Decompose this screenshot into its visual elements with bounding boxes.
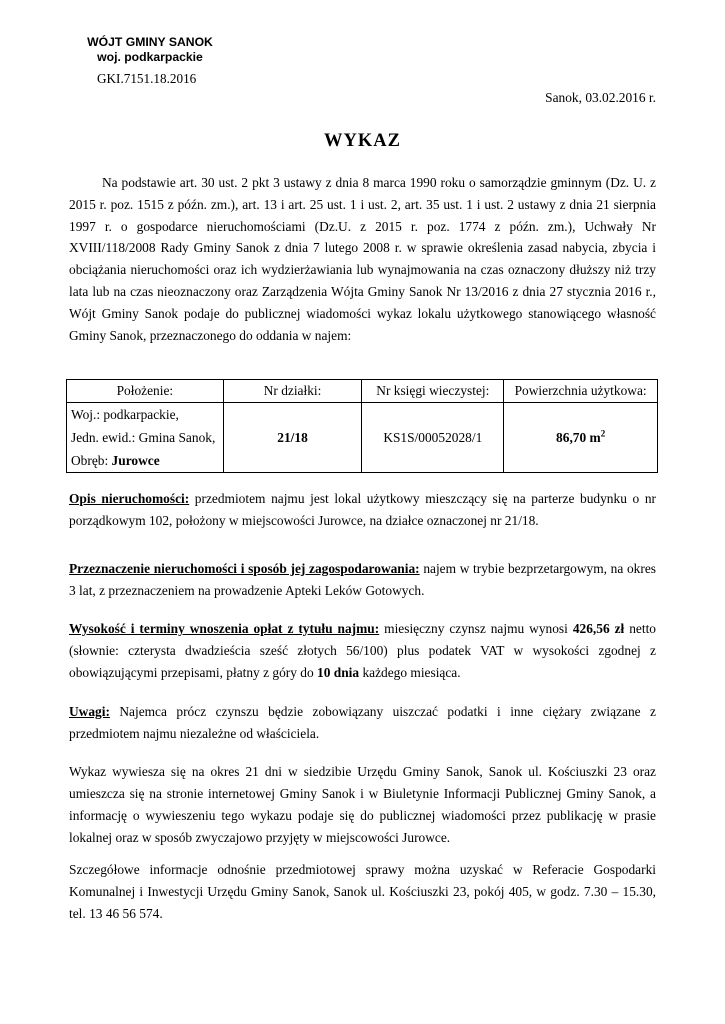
fees-text-before: miesięczny czynsz najmu wynosi xyxy=(379,621,573,636)
header-plot-number: Nr działki: xyxy=(223,380,362,403)
posting-paragraph: Wykaz wywiesza się na okres 21 dni w siedzibie Urzędu Gminy Sanok, Sanok ul. Kościuszki 23 oraz umieszcza się na stronie internetowej Gminy Sanok i w Biuletynie Informacji Publicznej Gminy Sanok, a informację o wywieszeniu tego wykazu podaje się do publicznej wiadomości przez publikację w prasie lokalnej oraz w sposób zwyczajowo przyjęty w miejscowości Jurowce. xyxy=(69,764,656,845)
remarks-label: Uwagi: xyxy=(69,704,110,719)
cell-location xyxy=(67,403,224,473)
issuer-name: WÓJT GMINY SANOK xyxy=(87,35,213,49)
location-precinct-label: Obręb: xyxy=(71,453,109,468)
table-row xyxy=(67,403,658,473)
cell-plot-number: 21/18 xyxy=(223,403,362,473)
fees-amount: 426,56 zł xyxy=(572,621,625,636)
fees-label: Wysokość i terminy wnoszenia opłat z tytułu najmu: xyxy=(69,621,380,636)
cell-land-register: KS1S/00052028/1 xyxy=(362,403,504,473)
purpose-label: Przeznaczenie nieruchomości i sposób jej zagospodarowania: xyxy=(69,561,420,576)
location-unit: Jedn. ewid.: Gmina Sanok, xyxy=(71,430,216,445)
case-signature: GKI.7151.18.2016 xyxy=(97,71,197,86)
contact-paragraph: Szczegółowe informacje odnośnie przedmiotowej sprawy można uzyskać w Referacie Gospodarki Komunalnej i Inwestycji Urzędu Gminy Sanok, Sanok ul. Kościuszki 23, pokój 405, w godz. 7.30 – 15.30, tel. 13 46 56 574. xyxy=(69,862,656,921)
purpose-text: najem w trybie bezprzetargowym, na okres 3 lat, z przeznaczeniem na prowadzenie Apteki Leków Gotowych. xyxy=(69,561,656,598)
header-area: Powierzchnia użytkowa: xyxy=(504,380,658,403)
cell-area xyxy=(504,403,658,473)
document-title: WYKAZ xyxy=(324,131,401,151)
location-precinct: Jurowce xyxy=(111,453,160,468)
remarks-paragraph xyxy=(69,701,656,745)
area-exponent: 2 xyxy=(600,428,606,439)
header-land-register: Nr księgi wieczystej: xyxy=(362,380,504,403)
remarks-text: Najemca prócz czynszu będzie zobowiązany uiszczać podatki i inne ciężary związane z przedmiotem najmu niezależne od właściciela. xyxy=(69,704,656,741)
fees-paragraph xyxy=(69,618,656,684)
area-value: 86,70 m xyxy=(556,429,601,445)
document-date: Sanok, 03.02.2016 r. xyxy=(545,90,656,105)
description-text: przedmiotem najmu jest lokal użytkowy mieszczący się na parterze budynku o nr porządkowym 102, położony w miejscowości Jurowce, na działce oznaczonej nr 21/18. xyxy=(69,491,656,528)
header-location: Położenie: xyxy=(67,380,224,403)
description-label: Opis nieruchomości: xyxy=(69,491,190,506)
purpose-paragraph xyxy=(69,558,656,602)
property-table xyxy=(66,379,658,473)
fees-text-middle: netto (słownie: czterysta dwadzieścia sześć złotych 56/100) plus podatek VAT w wysokości zgodnej z obowiązującymi przepisami, płatny z góry do xyxy=(69,621,656,680)
issuer-header xyxy=(0,35,300,65)
description-paragraph xyxy=(69,488,656,532)
issuer-region: woj. podkarpackie xyxy=(97,50,203,64)
table-header-row xyxy=(67,380,658,403)
location-voivodeship: Woj.: podkarpackie, xyxy=(71,407,179,422)
fees-deadline: 10 dnia xyxy=(317,665,360,680)
fees-text-after: każdego miesiąca. xyxy=(359,665,461,680)
intro-paragraph: Na podstawie art. 30 ust. 2 pkt 3 ustawy z dnia 8 marca 1990 roku o samorządzie gminnym (Dz. U. z 2015 r. poz. 1515 z późn. zm.), art. 13 i art. 25 ust. 1 i ust. 2, art. 35 ust. 1 i ust. 2 ustawy z dnia 21 sierpnia 1997 r. o gospodarce nieruchomościami (Dz.U. z 2015 r. poz. 1774 z późn. zm.), Uchwały Nr XVIII/118/2008 Rady Gminy Sanok z dnia 7 lutego 2008 r. w sprawie określenia zasad nabycia, zbycia i obciążania nieruchomości oraz ich wydzierżawiania lub wynajmowania na czas oznaczony dłuższy niż trzy lata lub na czas nieoznaczony oraz Zarządzenia Wójta Gminy Sanok Nr 13/2016 z dnia 27 stycznia 2016 r., Wójt Gminy Sanok podaje do publicznej wiadomości wykaz lokalu użytkowego stanowiącego własność Gminy Sanok, przeznaczonego do oddania w najem: xyxy=(69,175,656,343)
